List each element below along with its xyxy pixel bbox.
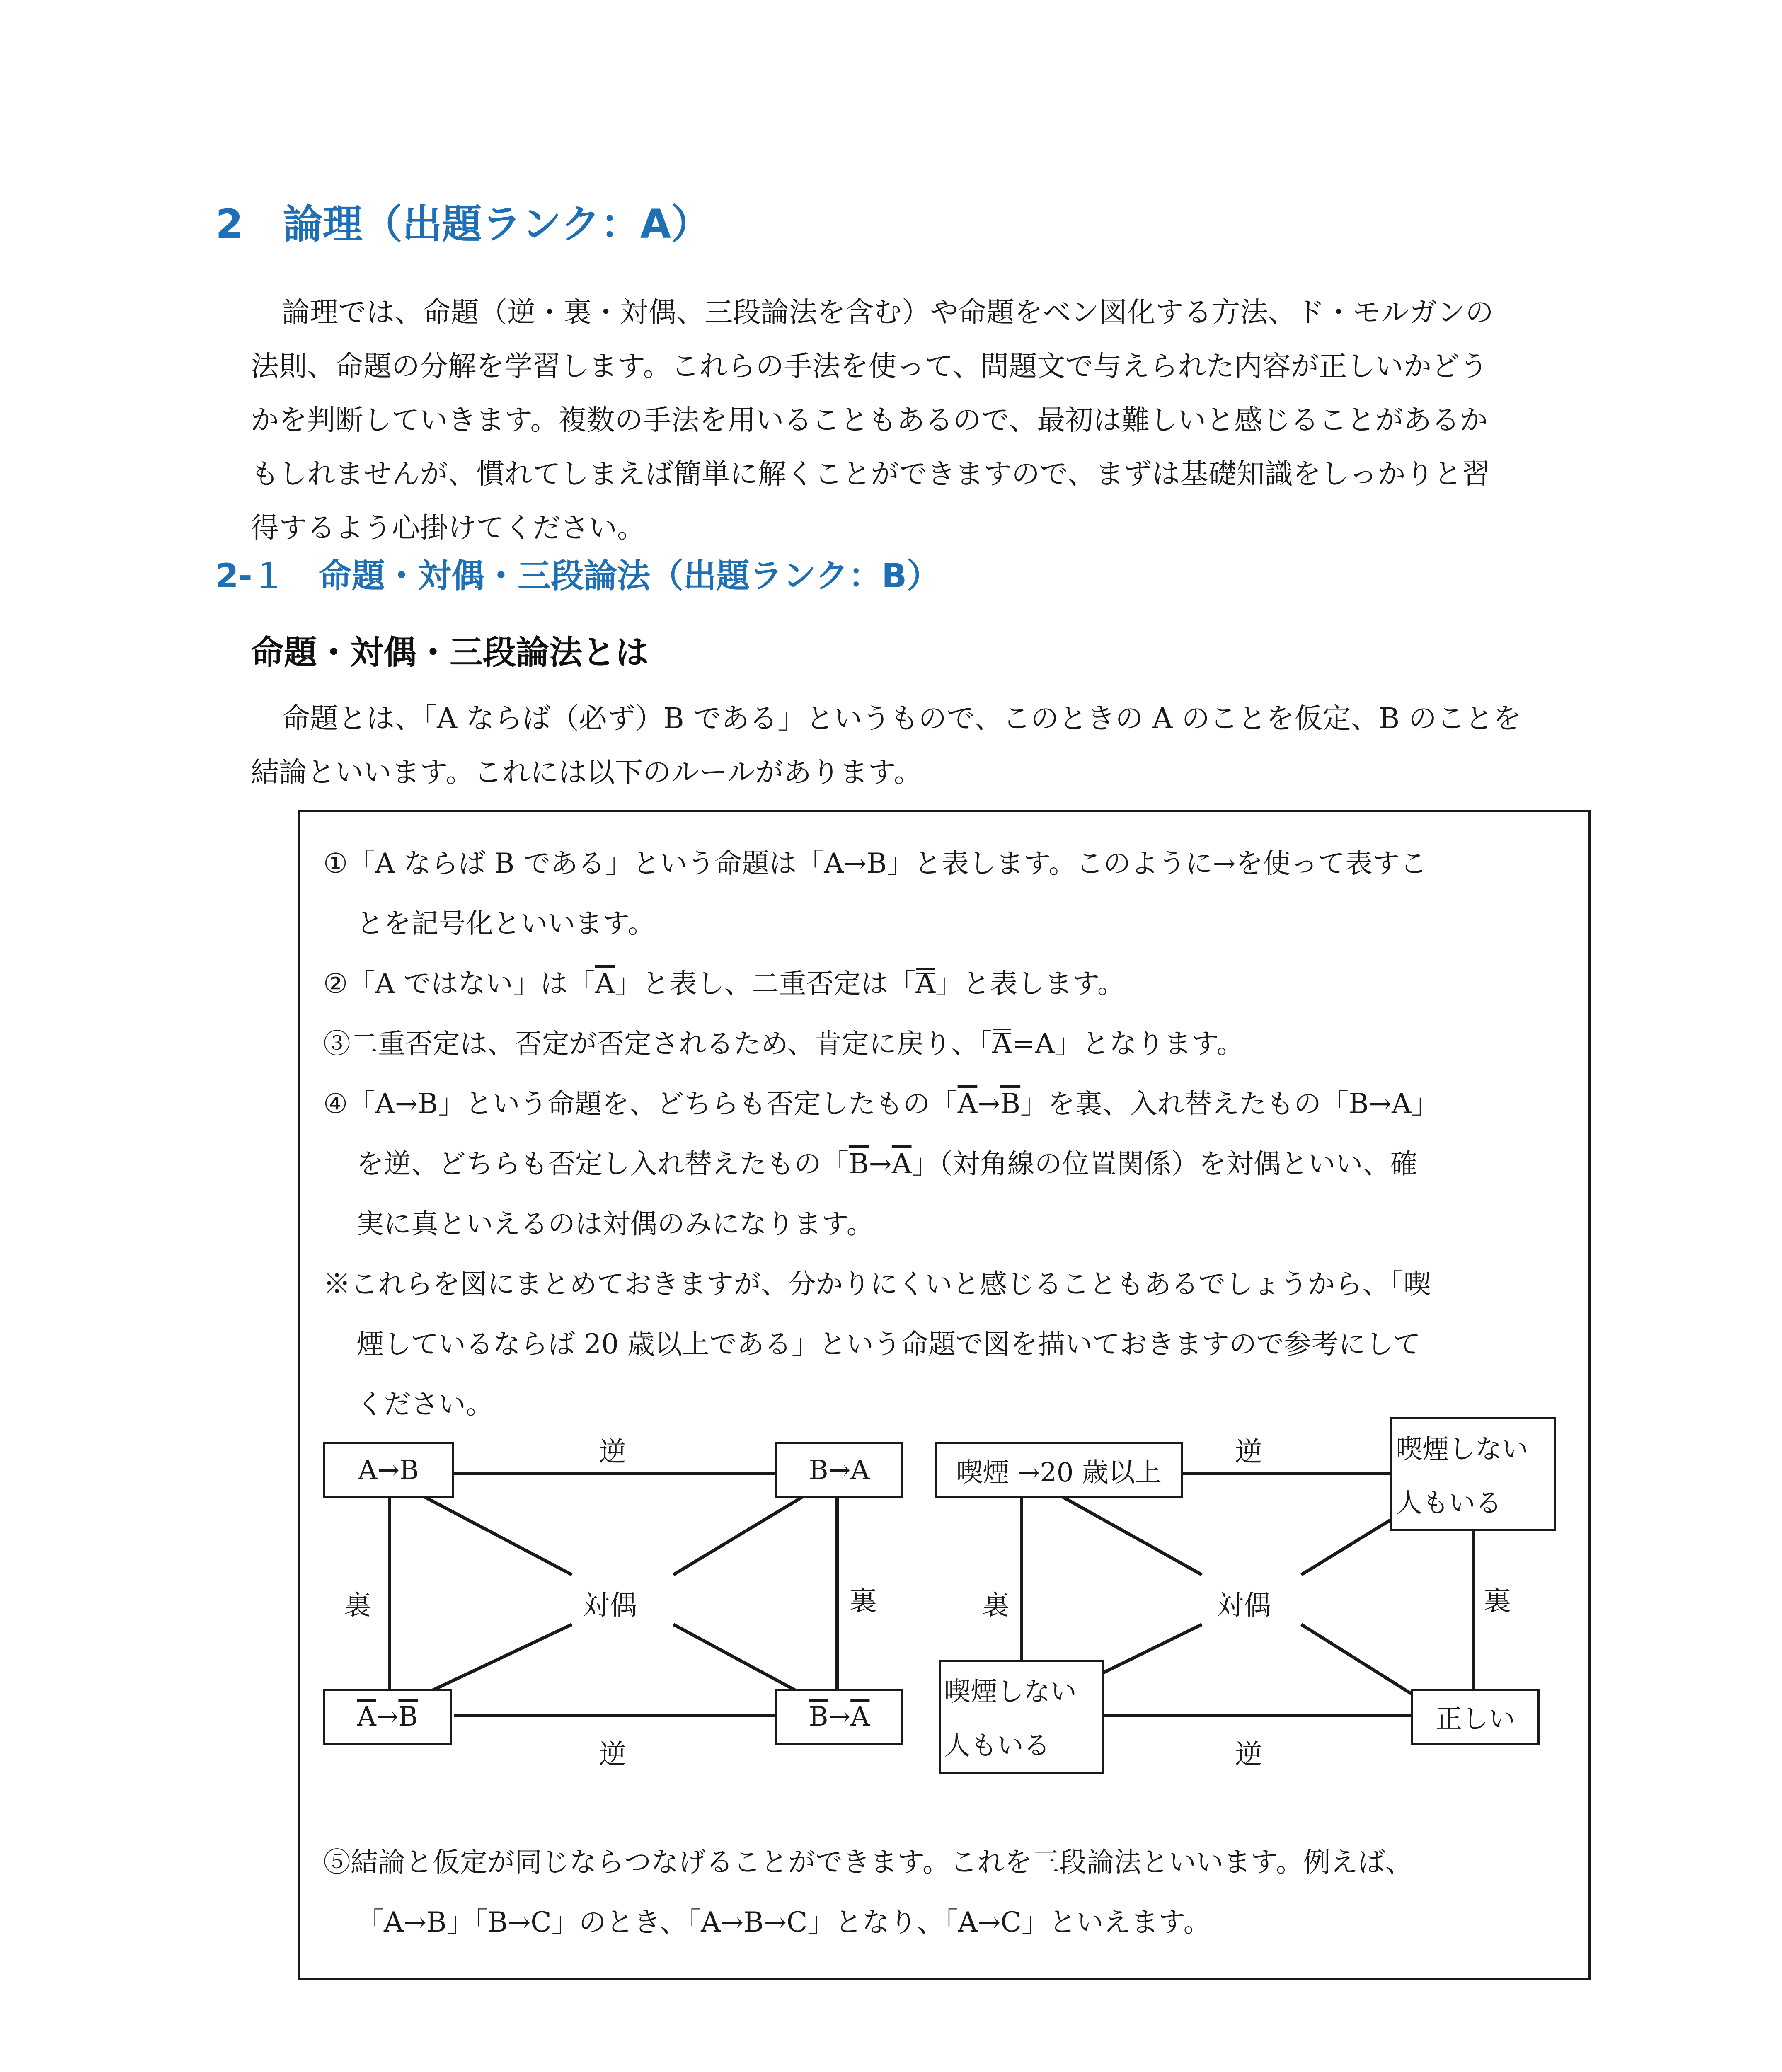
intro-line: もしれませんが、慣れてしまえば簡単に解くことができますので、まずは基礎知識をしっかりと習	[251, 458, 1490, 491]
d2-label-inverse-left: 裏	[982, 1589, 1010, 1621]
intro-line: 得するよう心掛けてください。	[251, 512, 646, 545]
d1-node-a-to-b: A→B	[323, 1442, 454, 1498]
d1-diag-bl	[423, 1624, 572, 1695]
rule-1-line-1: ①「A ならば B である」という命題は「A→B」と表します。このように→を使って表すこ	[323, 847, 1427, 879]
d1-label-inverse-right: 裏	[850, 1585, 877, 1617]
rule-4-line-1: ④「A→B」という命題を、どちらも否定したもの「$\overline{A}\to\overline{B}$」を裏、入れ替えたもの「B→A」	[323, 1088, 1439, 1120]
rule-5-line-1: ⑤結論と仮定が同じならつなげることができます。これを三段論法といいます。例えば、	[323, 1846, 1413, 1878]
d2-node-correct: 正しい	[1411, 1689, 1540, 1745]
double-not-a-symbol: A	[915, 968, 936, 1000]
d2-diag-tl	[1061, 1496, 1202, 1575]
d1-node-not-a-to-not-b: $\overline{A}$ → $\overline{B}$	[323, 1689, 452, 1745]
topic-intro-line: 命題とは、「A ならば（必ず）B である」というもので、このときの A のことを仮定、B のことを	[282, 702, 1521, 735]
intro-line: かを判断していきます。複数の手法を用いることもあるので、最初は難しいと感じることがあるか	[251, 404, 1488, 437]
rule-4-line-2: を逆、どちらも否定し入れ替えたもの「$\overline{B}\to\overline{A}$」（対角線の位置関係）を対偶といい、確	[356, 1148, 1418, 1180]
d2-label-converse-bottom: 逆	[1235, 1738, 1262, 1770]
d1-diag-br	[673, 1624, 804, 1695]
not-a-symbol: $\overline{A}$	[595, 968, 615, 1000]
d1-label-converse-bottom: 逆	[599, 1738, 626, 1770]
rule-3: ③二重否定は、否定が否定されるため、肯定に戻り、「A=A」となります。	[323, 1028, 1244, 1060]
d2-diag-br	[1301, 1624, 1413, 1695]
rule-5-line-2: 「A→B」「B→C」のとき、「A→B→C」となり、「A→C」といえます。	[356, 1906, 1211, 1938]
d1-diag-tr	[673, 1496, 804, 1575]
section-heading: 2 論理（出題ランク：A）	[215, 201, 711, 247]
d1-label-inverse-left: 裏	[344, 1589, 371, 1621]
note-line-3: ください。	[356, 1388, 493, 1420]
note-line-1: ※これらを図にまとめておきますが、分かりにくいと感じることもあるでしょうから、「喫	[323, 1268, 1431, 1300]
subsection-heading: 2-１ 命題・対偶・三段論法（出題ランク：B）	[215, 557, 940, 595]
intro-line: 法則、命題の分解を学習します。これらの手法を使って、問題文で与えられた内容が正しいかどう	[251, 350, 1488, 383]
note-line-2: 煙しているならば 20 歳以上である」という命題で図を描いておきますので参考にして	[356, 1328, 1421, 1360]
d2-label-converse-top: 逆	[1235, 1436, 1262, 1468]
d2-node-smoking-to-adult: 喫煙 →20 歳以上	[935, 1442, 1183, 1498]
d2-node-top-right: 喫煙しない 人もいる	[1390, 1417, 1556, 1531]
d1-label-converse-top: 逆	[599, 1436, 626, 1468]
topic-title: 命題・対偶・三段論法とは	[251, 633, 649, 672]
d1-node-not-b-to-not-a: $\overline{B}$ → $\overline{A}$	[775, 1689, 903, 1745]
d1-label-contrapositive: 対偶	[582, 1589, 637, 1621]
double-not-a-symbol: A	[992, 1028, 1012, 1060]
d2-node-bottom-left: 喫煙しない 人もいる	[939, 1660, 1104, 1774]
d1-diag-tl	[423, 1496, 572, 1575]
d2-diag-tr	[1301, 1519, 1392, 1575]
d2-label-inverse-right: 裏	[1484, 1585, 1511, 1617]
d2-diag-bl	[1100, 1624, 1202, 1674]
d1-node-b-to-a: B→A	[775, 1442, 903, 1498]
rule-1-line-2: とを記号化といいます。	[356, 908, 655, 939]
rule-2: ②「A ではない」は「$\overline{A}$」と表し、二重否定は「A」と表します。	[323, 968, 1125, 1000]
topic-intro-line: 結論といいます。これには以下のルールがあります。	[251, 756, 922, 789]
d2-label-contrapositive: 対偶	[1216, 1589, 1271, 1621]
intro-line: 論理では、命題（逆・裏・対偶、三段論法を含む）や命題をベン図化する方法、ド・モルガンの	[282, 296, 1494, 329]
rule-4-line-3: 実に真といえるのは対偶のみになります。	[356, 1208, 874, 1240]
